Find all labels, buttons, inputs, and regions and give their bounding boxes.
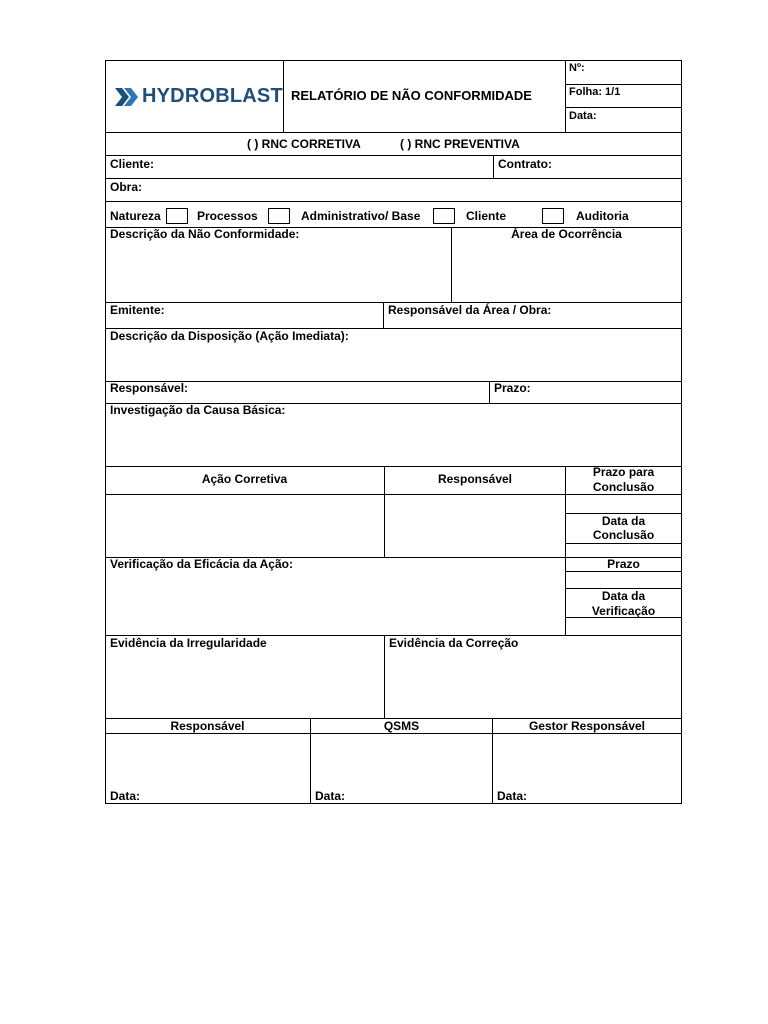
row-divider <box>105 60 682 61</box>
col-divider <box>681 60 682 804</box>
row-divider <box>105 132 682 133</box>
obra-label: Obra: <box>110 180 143 194</box>
prazo-conclusao-line1: Prazo para <box>592 465 655 479</box>
logo-text: HYDROBLAST <box>142 85 283 107</box>
row-divider <box>105 494 682 495</box>
col-divider <box>489 381 490 403</box>
assinatura-responsavel-header: Responsável <box>170 719 245 733</box>
folha-label: Folha: 1/1 <box>569 86 621 98</box>
assinatura-gestor-data: Data: <box>497 789 528 803</box>
assinatura-responsavel-data: Data: <box>110 789 141 803</box>
col-divider <box>283 60 284 132</box>
contrato-label: Contrato: <box>498 157 552 171</box>
natureza-checkbox[interactable] <box>166 208 188 224</box>
cliente-checkbox[interactable] <box>542 208 564 224</box>
row-divider <box>105 803 682 804</box>
natureza-option-processos: Processos <box>197 209 258 223</box>
descricao-nc-label: Descrição da Não Conformidade: <box>110 227 300 241</box>
hydroblast-chevron-icon <box>115 88 139 106</box>
row-divider <box>565 543 682 544</box>
area-ocorrencia-label: Área de Ocorrência <box>511 227 622 241</box>
prazo-conclusao-line2: Conclusão <box>592 480 655 494</box>
processos-checkbox[interactable] <box>268 208 290 224</box>
assinatura-gestor-header: Gestor Responsável <box>528 719 646 733</box>
col-divider <box>105 60 106 804</box>
responsavel-area-label: Responsável da Área / Obra: <box>388 303 552 317</box>
acao-corretiva-header: Ação Corretiva <box>201 472 288 486</box>
hydroblast-logo <box>115 85 283 108</box>
administrativo-checkbox[interactable] <box>433 208 455 224</box>
data-verificacao-line1: Data da <box>601 589 646 603</box>
row-divider <box>105 381 682 382</box>
col-divider <box>384 635 385 718</box>
natureza-option-cliente: Cliente <box>466 209 507 223</box>
natureza-option-administrativo: Administrativo/ Base <box>301 209 421 223</box>
row-divider <box>105 201 682 202</box>
natureza-label: Natureza <box>110 209 161 223</box>
evidencia-irregularidade-label: Evidência da Irregularidade <box>110 636 267 650</box>
investigacao-label: Investigação da Causa Básica: <box>110 403 286 417</box>
cliente-label: Cliente: <box>110 157 155 171</box>
row-divider <box>105 178 682 179</box>
responsavel-label: Responsável: <box>110 381 189 395</box>
row-divider <box>565 571 682 572</box>
data-conclusao-line1: Data da <box>601 514 646 528</box>
col-divider <box>493 155 494 178</box>
acao-responsavel-header: Responsável <box>437 472 513 486</box>
rnc-corretiva-option[interactable]: ( ) RNC CORRETIVA <box>247 137 361 151</box>
verificacao-label: Verificação da Eficácia da Ação: <box>110 557 293 571</box>
evidencia-correcao-label: Evidência da Correção <box>389 636 519 650</box>
rnc-preventiva-option[interactable]: ( ) RNC PREVENTIVA <box>400 137 520 151</box>
rnc-form <box>105 60 682 804</box>
prazo-label: Prazo: <box>494 381 531 395</box>
row-divider <box>565 107 682 108</box>
numero-label: Nº: <box>569 62 585 74</box>
descricao-disposicao-label: Descrição da Disposição (Ação Imediata): <box>110 329 349 343</box>
col-divider <box>383 302 384 328</box>
assinatura-qsms-data: Data: <box>315 789 346 803</box>
row-divider <box>105 155 682 156</box>
data-verificacao-line2: Verificação <box>591 604 656 618</box>
row-divider <box>105 733 682 734</box>
assinatura-qsms-header: QSMS <box>383 719 420 733</box>
natureza-option-auditoria: Auditoria <box>576 209 629 223</box>
col-divider <box>565 60 566 132</box>
verificacao-prazo-label: Prazo <box>607 557 640 571</box>
emitente-label: Emitente: <box>110 303 165 317</box>
document-title: RELATÓRIO DE NÃO CONFORMIDADE <box>291 88 532 103</box>
data-conclusao-line2: Conclusão <box>592 528 655 542</box>
header-data-label: Data: <box>569 110 597 122</box>
